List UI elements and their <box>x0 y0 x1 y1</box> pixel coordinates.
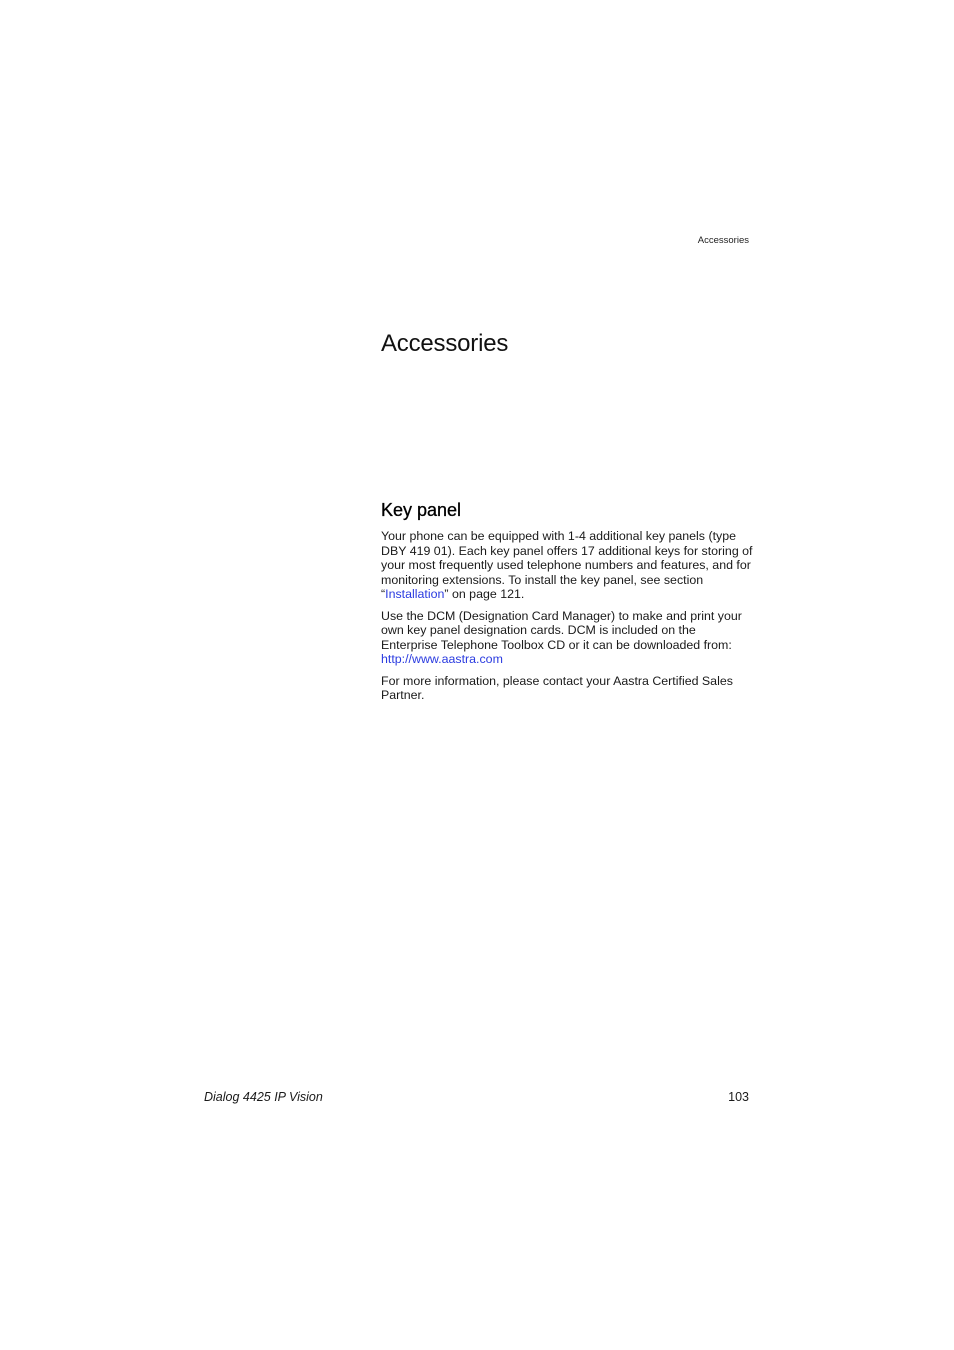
section-heading: Key panel <box>381 500 462 520</box>
footer-product-name: Dialog 4425 IP Vision <box>204 1090 323 1104</box>
running-header: Accessories <box>697 235 749 246</box>
intro-text-after: ” on page 121. <box>444 587 525 601</box>
aastra-website-link[interactable]: http://www.aastra.com <box>381 652 503 666</box>
dcm-text: Use the DCM (Designation Card Manager) to make and print your own key panel designation cards. DCM is included on the Enterprise Telephone Toolbox CD or it can be downloaded from: <box>381 608 742 652</box>
contact-paragraph: For more information, please contact your Aastra Certified Sales Partner. <box>381 673 733 702</box>
dcm-paragraph <box>381 609 753 667</box>
intro-text-before: Your phone can be equipped with 1-4 additional key panels (type DBY 419 01). Each key panel offers 17 additional keys for storing of your most frequently used telephone numbers and features, and for monitoring extensions. To install the key panel, see section “ <box>381 529 753 601</box>
key-panel-intro-paragraph <box>381 529 753 602</box>
chapter-title: Accessories <box>381 330 509 357</box>
key-panel-section <box>381 500 753 710</box>
installation-link[interactable]: Installation <box>385 587 445 601</box>
footer-page-number: 103 <box>728 1090 749 1104</box>
